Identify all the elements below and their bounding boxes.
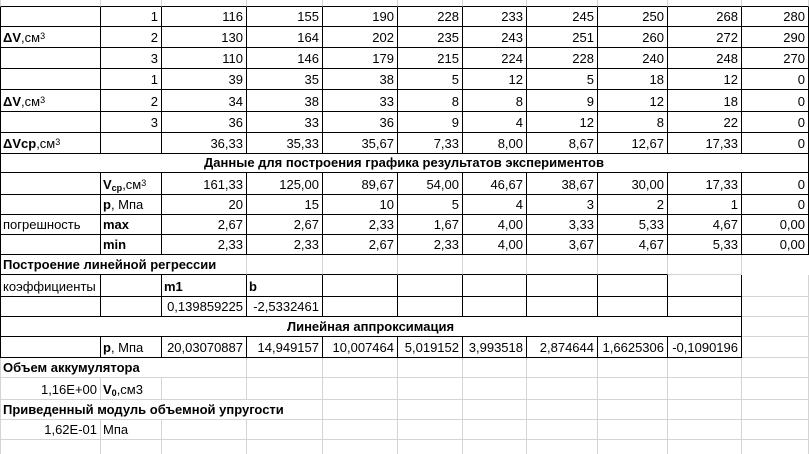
- table-cell[interactable]: [162, 420, 247, 440]
- table-cell[interactable]: 12,67: [598, 133, 668, 154]
- table-cell[interactable]: 260: [598, 27, 668, 48]
- table-cell[interactable]: 5,019152: [398, 337, 463, 358]
- label-modulus-unit[interactable]: Мпа: [101, 420, 162, 440]
- table-cell[interactable]: [668, 255, 742, 275]
- table-cell[interactable]: [323, 420, 398, 440]
- table-cell[interactable]: [527, 0, 598, 7]
- table-cell[interactable]: [0, 337, 101, 358]
- table-cell[interactable]: [0, 7, 101, 27]
- table-cell[interactable]: [598, 420, 668, 440]
- table-cell[interactable]: [463, 297, 527, 317]
- table-cell[interactable]: [668, 378, 742, 400]
- table-cell[interactable]: 240: [598, 48, 668, 69]
- accumulator-volume-value-row: [0, 378, 809, 400]
- dv1-trial-1-row: [0, 7, 809, 27]
- table-cell[interactable]: [463, 358, 527, 378]
- table-cell[interactable]: 268: [668, 7, 742, 27]
- table-cell[interactable]: [668, 358, 742, 378]
- table-cell[interactable]: 2: [101, 90, 162, 112]
- dv2-trial-3-row: [0, 112, 809, 133]
- table-cell[interactable]: [247, 378, 323, 400]
- table-cell[interactable]: 233: [463, 7, 527, 27]
- table-cell[interactable]: [742, 358, 809, 378]
- table-cell[interactable]: [668, 400, 742, 420]
- section-title-accumulator-volume[interactable]: Объем аккумулятора: [0, 358, 247, 378]
- section-title-approximation[interactable]: Линейная аппроксимация: [0, 317, 742, 337]
- table-cell[interactable]: [0, 69, 101, 90]
- table-cell[interactable]: 130: [162, 27, 247, 48]
- table-cell[interactable]: [0, 235, 101, 255]
- table-cell[interactable]: [527, 297, 598, 317]
- table-cell[interactable]: 2,33: [162, 235, 247, 255]
- table-cell[interactable]: [101, 297, 162, 317]
- table-cell[interactable]: 10,007464: [323, 337, 398, 358]
- table-cell[interactable]: 3: [527, 195, 598, 215]
- table-cell[interactable]: [162, 440, 247, 454]
- table-cell[interactable]: 228: [527, 48, 598, 69]
- table-cell[interactable]: 270: [742, 48, 809, 69]
- table-cell[interactable]: 5: [527, 69, 598, 90]
- table-cell[interactable]: 20,03070887: [162, 337, 247, 358]
- table-cell[interactable]: [527, 378, 598, 400]
- table-cell[interactable]: [101, 133, 162, 154]
- table-cell[interactable]: 2,67: [162, 215, 247, 235]
- table-cell[interactable]: 9: [398, 112, 463, 133]
- table-cell[interactable]: 3,33: [527, 215, 598, 235]
- table-cell[interactable]: 0: [742, 69, 809, 90]
- table-cell[interactable]: [742, 0, 809, 7]
- table-cell[interactable]: [101, 275, 162, 297]
- table-cell[interactable]: [323, 0, 398, 7]
- table-cell[interactable]: [101, 440, 162, 454]
- table-cell[interactable]: 251: [527, 27, 598, 48]
- table-cell[interactable]: [323, 255, 398, 275]
- table-cell[interactable]: [527, 275, 598, 297]
- error-max-row: [0, 215, 809, 235]
- table-cell[interactable]: [527, 255, 598, 275]
- table-cell[interactable]: [323, 400, 398, 420]
- row-label-koefficienty[interactable]: коэффициенты: [0, 275, 101, 297]
- table-cell[interactable]: [323, 358, 398, 378]
- table-cell[interactable]: [323, 378, 398, 400]
- coefficients-row: [0, 275, 809, 297]
- dv1-trial-3-row: [0, 48, 809, 69]
- table-cell[interactable]: [463, 440, 527, 454]
- coefficient-values-row: [0, 297, 809, 317]
- table-cell[interactable]: 14,949157: [247, 337, 323, 358]
- table-cell[interactable]: 190: [323, 7, 398, 27]
- table-cell[interactable]: 4,67: [598, 235, 668, 255]
- table-cell[interactable]: 18: [598, 69, 668, 90]
- table-cell[interactable]: 38: [323, 69, 398, 90]
- value-modulus[interactable]: 1,62E-01: [0, 420, 101, 440]
- table-cell[interactable]: 125,00: [247, 173, 323, 195]
- table-cell[interactable]: 8: [598, 112, 668, 133]
- table-cell[interactable]: 155: [247, 7, 323, 27]
- table-cell[interactable]: 2,33: [398, 235, 463, 255]
- table-cell[interactable]: 12: [463, 69, 527, 90]
- table-cell[interactable]: 0: [742, 133, 809, 154]
- table-cell[interactable]: [398, 400, 463, 420]
- table-cell[interactable]: 290: [742, 27, 809, 48]
- table-cell[interactable]: 8: [398, 90, 463, 112]
- label-v0-unit[interactable]: V 0 ,см3: [101, 378, 162, 400]
- table-cell[interactable]: 0: [742, 173, 809, 195]
- table-cell[interactable]: 8: [463, 90, 527, 112]
- table-cell[interactable]: [247, 255, 323, 275]
- table-cell[interactable]: [527, 358, 598, 378]
- table-cell[interactable]: 33: [247, 112, 323, 133]
- table-cell[interactable]: 2: [598, 195, 668, 215]
- table-cell[interactable]: 4: [463, 195, 527, 215]
- table-cell[interactable]: 17,33: [668, 133, 742, 154]
- dv1-trial-2-row: [0, 27, 809, 48]
- table-cell[interactable]: [463, 275, 527, 297]
- table-cell[interactable]: 3: [101, 112, 162, 133]
- table-cell[interactable]: 2: [101, 27, 162, 48]
- table-cell[interactable]: 89,67: [323, 173, 398, 195]
- table-cell[interactable]: 8,67: [527, 133, 598, 154]
- regression-title-row: [0, 255, 809, 275]
- table-cell[interactable]: [398, 378, 463, 400]
- table-cell[interactable]: 36: [162, 112, 247, 133]
- table-cell[interactable]: 38: [247, 90, 323, 112]
- table-cell[interactable]: [668, 275, 742, 297]
- table-cell[interactable]: [0, 195, 101, 215]
- table-cell[interactable]: 235: [398, 27, 463, 48]
- table-cell[interactable]: 248: [668, 48, 742, 69]
- table-cell[interactable]: [742, 275, 809, 297]
- table-cell[interactable]: [742, 400, 809, 420]
- table-cell[interactable]: 3,67: [527, 235, 598, 255]
- table-cell[interactable]: [463, 0, 527, 7]
- partial-top-row: [0, 0, 809, 7]
- approximation-title-row: [0, 317, 809, 337]
- vsr-row: [0, 173, 809, 195]
- table-cell[interactable]: 12: [598, 90, 668, 112]
- bulk-modulus-title-row: [0, 400, 809, 420]
- table-cell[interactable]: [463, 420, 527, 440]
- table-cell[interactable]: 4,00: [463, 235, 527, 255]
- table-cell[interactable]: 1,6625306: [598, 337, 668, 358]
- table-cell[interactable]: 228: [398, 7, 463, 27]
- table-cell[interactable]: [101, 0, 162, 7]
- row-label-dv-avg[interactable]: ΔVср ,см 3: [0, 133, 101, 154]
- table-cell[interactable]: 38,67: [527, 173, 598, 195]
- table-cell[interactable]: 33: [323, 90, 398, 112]
- row-label-pressure-approx[interactable]: p , Мпа: [101, 337, 162, 358]
- table-cell[interactable]: 17,33: [668, 173, 742, 195]
- table-cell[interactable]: 0,00: [742, 235, 809, 255]
- table-cell[interactable]: 54,00: [398, 173, 463, 195]
- table-cell[interactable]: [742, 440, 809, 454]
- table-cell[interactable]: 46,67: [463, 173, 527, 195]
- table-cell[interactable]: 30,00: [598, 173, 668, 195]
- table-cell[interactable]: [162, 0, 247, 7]
- table-cell[interactable]: [668, 440, 742, 454]
- row-label-pogreshnost[interactable]: погрешность: [0, 215, 101, 235]
- table-cell[interactable]: 15: [247, 195, 323, 215]
- table-cell[interactable]: 36,33: [162, 133, 247, 154]
- table-cell[interactable]: 2,67: [247, 215, 323, 235]
- row-label-max[interactable]: max: [101, 215, 162, 235]
- table-cell[interactable]: [0, 440, 101, 454]
- table-cell[interactable]: 12: [668, 69, 742, 90]
- table-cell[interactable]: 35,67: [323, 133, 398, 154]
- table-cell[interactable]: 35: [247, 69, 323, 90]
- table-cell[interactable]: [527, 440, 598, 454]
- table-cell[interactable]: [742, 378, 809, 400]
- table-cell[interactable]: 2,874644: [527, 337, 598, 358]
- table-cell[interactable]: 1: [668, 195, 742, 215]
- row-label-dv1[interactable]: ΔV ,см 3: [0, 27, 101, 48]
- table-cell[interactable]: [742, 297, 809, 317]
- table-cell[interactable]: 250: [598, 7, 668, 27]
- accumulator-volume-title-row: [0, 358, 809, 378]
- table-cell[interactable]: [463, 255, 527, 275]
- table-cell[interactable]: [598, 358, 668, 378]
- table-cell[interactable]: [598, 297, 668, 317]
- table-cell[interactable]: 3,993518: [463, 337, 527, 358]
- table-cell[interactable]: [598, 275, 668, 297]
- table-cell[interactable]: 20: [162, 195, 247, 215]
- table-cell[interactable]: 1,67: [398, 215, 463, 235]
- table-cell[interactable]: 245: [527, 7, 598, 27]
- table-cell[interactable]: 35,33: [247, 133, 323, 154]
- table-cell[interactable]: [323, 440, 398, 454]
- label-b[interactable]: b: [247, 275, 323, 297]
- table-cell[interactable]: 10: [323, 195, 398, 215]
- table-cell[interactable]: [323, 275, 398, 297]
- table-cell[interactable]: 280: [742, 7, 809, 27]
- row-label-min[interactable]: min: [101, 235, 162, 255]
- table-cell[interactable]: [0, 173, 101, 195]
- table-cell[interactable]: 164: [247, 27, 323, 48]
- dv2-trial-2-row: [0, 90, 809, 112]
- pressure-row: [0, 195, 809, 215]
- table-cell[interactable]: [0, 297, 101, 317]
- table-cell[interactable]: [247, 440, 323, 454]
- table-cell[interactable]: 3: [101, 48, 162, 69]
- table-cell[interactable]: 5: [398, 69, 463, 90]
- table-cell[interactable]: 5,33: [598, 215, 668, 235]
- graph-data-header-row: [0, 154, 809, 173]
- table-cell[interactable]: 243: [463, 27, 527, 48]
- table-cell[interactable]: [598, 400, 668, 420]
- table-cell[interactable]: 202: [323, 27, 398, 48]
- table-cell[interactable]: [0, 48, 101, 69]
- table-cell[interactable]: [398, 297, 463, 317]
- table-cell[interactable]: [247, 358, 323, 378]
- table-cell[interactable]: 8,00: [463, 133, 527, 154]
- table-cell[interactable]: [527, 400, 598, 420]
- table-cell[interactable]: 36: [323, 112, 398, 133]
- row-label-dv2[interactable]: ΔV ,см 3: [0, 90, 101, 112]
- table-cell[interactable]: [668, 297, 742, 317]
- value-b[interactable]: -2,5332461: [247, 297, 323, 317]
- table-cell[interactable]: [598, 440, 668, 454]
- table-cell[interactable]: 5,33: [668, 235, 742, 255]
- error-min-row: [0, 235, 809, 255]
- section-title-regression[interactable]: Построение линейной регрессии: [0, 255, 247, 275]
- table-cell[interactable]: [398, 440, 463, 454]
- table-cell[interactable]: [742, 317, 809, 337]
- table-cell[interactable]: 4,00: [463, 215, 527, 235]
- table-cell[interactable]: 272: [668, 27, 742, 48]
- table-cell[interactable]: 215: [398, 48, 463, 69]
- table-cell[interactable]: 110: [162, 48, 247, 69]
- table-cell[interactable]: [668, 420, 742, 440]
- table-cell[interactable]: 7,33: [398, 133, 463, 154]
- table-cell[interactable]: 1: [101, 7, 162, 27]
- table-cell[interactable]: 2,33: [323, 215, 398, 235]
- section-title-graph-data[interactable]: Данные для построения графика результатов экспериментов: [0, 154, 809, 173]
- table-cell[interactable]: 39: [162, 69, 247, 90]
- table-cell[interactable]: [463, 400, 527, 420]
- table-cell[interactable]: [0, 0, 101, 7]
- bulk-modulus-value-row: [0, 420, 809, 440]
- table-cell[interactable]: [598, 378, 668, 400]
- dv-average-row: [0, 133, 809, 154]
- table-cell[interactable]: [398, 255, 463, 275]
- table-cell[interactable]: [398, 358, 463, 378]
- table-cell[interactable]: [247, 420, 323, 440]
- table-cell[interactable]: 179: [323, 48, 398, 69]
- table-cell[interactable]: [527, 420, 598, 440]
- table-cell[interactable]: [398, 0, 463, 7]
- table-cell[interactable]: 146: [247, 48, 323, 69]
- dv2-trial-1-row: [0, 69, 809, 90]
- value-m1[interactable]: 0,139859225: [162, 297, 247, 317]
- table-cell[interactable]: 12: [527, 112, 598, 133]
- table-cell[interactable]: 0: [742, 112, 809, 133]
- table-cell[interactable]: 18: [668, 90, 742, 112]
- table-cell[interactable]: [742, 420, 809, 440]
- table-cell[interactable]: 1: [101, 69, 162, 90]
- table-cell[interactable]: 161,33: [162, 173, 247, 195]
- table-cell[interactable]: 4: [463, 112, 527, 133]
- table-cell[interactable]: 2,33: [247, 235, 323, 255]
- approximation-values-row: [0, 337, 809, 358]
- table-cell[interactable]: 0,00: [742, 215, 809, 235]
- table-cell[interactable]: 34: [162, 90, 247, 112]
- table-cell[interactable]: [0, 112, 101, 133]
- table-cell[interactable]: [598, 255, 668, 275]
- table-cell[interactable]: 2,67: [323, 235, 398, 255]
- table-cell[interactable]: [162, 378, 247, 400]
- table-cell[interactable]: -0,1090196: [668, 337, 742, 358]
- row-label-pressure[interactable]: p , Мпа: [101, 195, 162, 215]
- table-cell[interactable]: 22: [668, 112, 742, 133]
- table-cell[interactable]: [598, 0, 668, 7]
- table-cell[interactable]: 9: [527, 90, 598, 112]
- table-cell[interactable]: 116: [162, 7, 247, 27]
- table-cell[interactable]: [463, 378, 527, 400]
- row-label-vsr[interactable]: V ср ,см 3: [101, 173, 162, 195]
- table-cell[interactable]: 0: [742, 90, 809, 112]
- label-m1[interactable]: m1: [162, 275, 247, 297]
- table-cell[interactable]: [668, 0, 742, 7]
- table-cell[interactable]: 224: [463, 48, 527, 69]
- table-cell[interactable]: [398, 275, 463, 297]
- table-cell[interactable]: [742, 337, 809, 358]
- table-cell[interactable]: 5: [398, 195, 463, 215]
- value-v0[interactable]: 1,16E+00: [0, 378, 101, 400]
- partial-bottom-row: [0, 440, 809, 454]
- table-cell[interactable]: 4,67: [668, 215, 742, 235]
- table-cell[interactable]: [323, 297, 398, 317]
- table-cell[interactable]: [398, 420, 463, 440]
- table-cell[interactable]: 0: [742, 195, 809, 215]
- table-cell[interactable]: [247, 0, 323, 7]
- section-title-bulk-modulus[interactable]: Приведенный модуль объемной упругости: [0, 400, 323, 420]
